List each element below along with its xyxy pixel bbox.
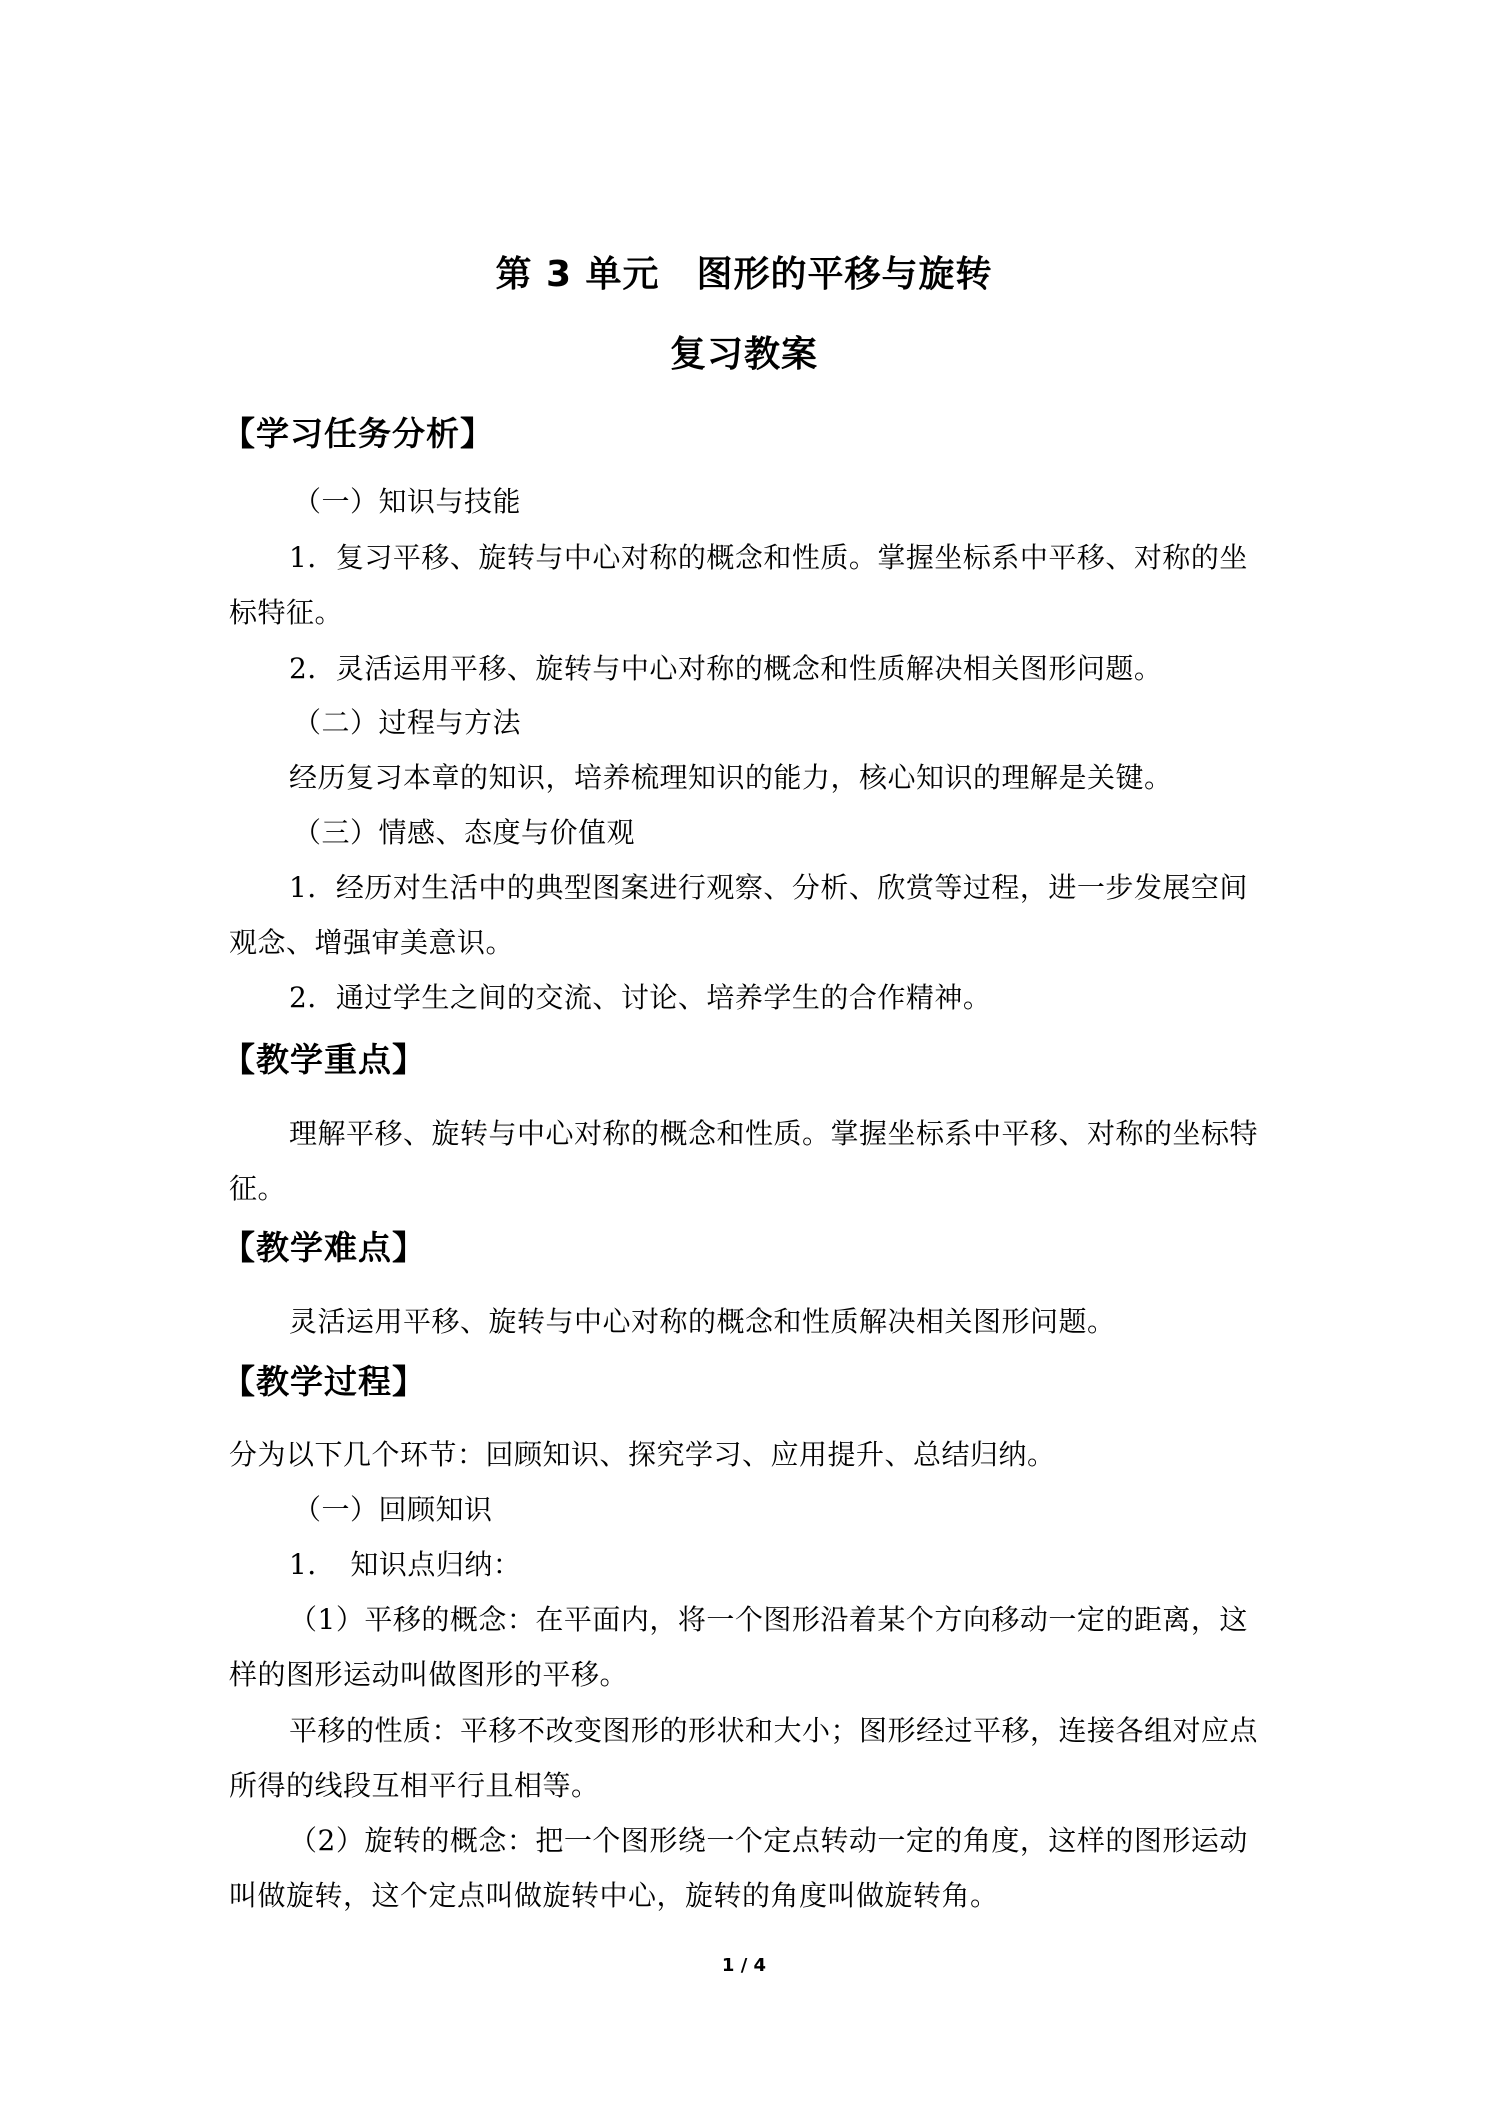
process-label: （二）过程与方法 [293,706,522,739]
review-label: （一）回顾知识 [293,1493,493,1526]
emotion-item-1: 1．经历对生活中的典型图案进行观察、分析、欣赏等过程，进一步发展空间观念、增强审美意识。 [229,871,1248,959]
knowledge-label: （一）知识与技能 [293,485,522,518]
translation-property: 平移的性质：平移不改变图形的形状和大小；图形经过平移，连接各组对应点所得的线段互相平行且相等。 [229,1714,1259,1802]
rotation-concept: （2）旋转的概念：把一个图形绕一个定点转动一定的角度，这样的图形运动叫做旋转，这个定点叫做旋转中心，旋转的角度叫做旋转角。 [229,1824,1248,1912]
section-heading-procedure: 【教学过程】 [222,1362,426,1401]
emotion-item-2: 2．通过学生之间的交流、讨论、培养学生的合作精神。 [289,981,992,1014]
difficulty-text: 灵活运用平移、旋转与中心对称的概念和性质解决相关图形问题。 [289,1305,1116,1338]
key-text: 理解平移、旋转与中心对称的概念和性质。掌握坐标系中平移、对称的坐标特征。 [229,1117,1259,1205]
section-heading-difficulty: 【教学难点】 [222,1228,426,1267]
document-subtitle: 复习教案 [669,334,818,375]
process-item-1: 经历复习本章的知识，培养梳理知识的能力，核心知识的理解是关键。 [289,761,1173,794]
procedure-intro: 分为以下几个环节：回顾知识、探究学习、应用提升、总结归纳。 [229,1438,1056,1471]
knowledge-item-2: 2．灵活运用平移、旋转与中心对称的概念和性质解决相关图形问题。 [289,652,1163,685]
translation-concept: （1）平移的概念：在平面内，将一个图形沿着某个方向移动一定的距离，这样的图形运动叫做图形的平移。 [229,1603,1248,1691]
document-title: 第 3 单元 图形的平移与旋转 [495,254,993,295]
section-heading-key: 【教学重点】 [222,1040,426,1079]
page-number: 1 / 4 [721,1955,767,1976]
knowledge-item-1: 1．复习平移、旋转与中心对称的概念和性质。掌握坐标系中平移、对称的坐标特征。 [229,541,1248,629]
review-point: 1． 知识点归纳： [289,1548,522,1581]
section-heading-analysis: 【学习任务分析】 [222,414,494,453]
emotion-label: （三）情感、态度与价值观 [293,816,636,849]
